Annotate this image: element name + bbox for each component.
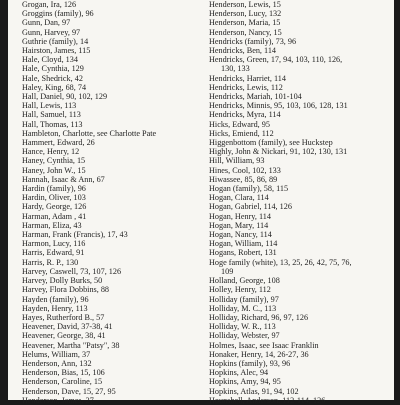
index-entry: Haney, John W., 15 <box>22 165 86 175</box>
index-entry: Hendricks, Minnis, 95, 103, 106, 128, 131 <box>209 101 348 111</box>
index-entry: Hendricks, Ben, 114 <box>209 46 277 56</box>
index-entry: 109 <box>221 266 234 276</box>
index-entry: Harvey, Caswell, 73, 107, 126 <box>22 266 122 276</box>
index-entry: Groggins (family), 96 <box>22 9 94 19</box>
index-column-left <box>22 0 204 405</box>
index-entry: Holliday, M. C., 113 <box>209 303 277 313</box>
index-entry: Hogan, Nancy, 114 <box>209 230 272 240</box>
index-entry: Holland, George, 108 <box>209 276 280 286</box>
index-entry: Hogans, Robert, 131 <box>209 248 277 258</box>
index-page <box>8 0 394 405</box>
index-entry: Henderson, Maria, 15 <box>209 18 281 28</box>
index-entry: Hoge family (white), 13, 25, 26, 42, 75, 76, <box>209 257 352 267</box>
index-entry: Hendricks (family), 73, 96 <box>209 36 297 46</box>
index-entry: Honaker, Henry, 14, 26-27, 36 <box>209 349 309 359</box>
index-entry: Hale, Shedrick, 42 <box>22 73 83 83</box>
index-entry: Hale, Cynthia, 129 <box>22 64 84 74</box>
index-entry: Hogan, Gabriel, 114, 126 <box>209 202 292 212</box>
index-entry: Hall, Thomas, 113 <box>22 119 83 129</box>
index-entry: Harmon, Lucy, 116 <box>22 239 86 249</box>
index-entry: Henderson, Lewis, 15 <box>209 0 281 9</box>
index-entry: 130, 133 <box>221 64 250 74</box>
index-entry: Hopkins, Alec, 94 <box>209 368 269 378</box>
index-entry: Henderson, Caroline, 15 <box>22 377 103 387</box>
index-entry: Hardy, George, 126 <box>22 202 87 212</box>
index-entry: Hines, Cool, 102, 133 <box>209 165 281 175</box>
index-entry: Gunn, Harvey, 97 <box>22 27 81 37</box>
index-entry: Haley, King, 68, 74 <box>22 82 87 92</box>
index-entry: Harris, R. P., 130 <box>22 257 79 267</box>
index-entry: Hayden, Henry, 113 <box>22 303 88 313</box>
index-entry: Henderson, Ann, 132 <box>22 358 92 368</box>
index-entry: Heavener, David, 37-38, 41 <box>22 322 113 332</box>
index-entry: Hannah, Isaac & Ann, 67 <box>22 174 105 184</box>
index-entry: Henderson, Bias, 15, 106 <box>22 368 105 378</box>
index-entry: Hill, William, 93 <box>209 156 265 166</box>
index-entry: Hogan, Clara, 114 <box>209 193 269 203</box>
index-entry: Hall, Samuel, 113 <box>22 110 81 120</box>
index-entry: Harvey, Flora Dobbins, 88 <box>22 285 110 295</box>
index-entry: Hardin (family), 96 <box>22 184 86 194</box>
index-entry: Hayes, Rutherford B., 57 <box>22 312 105 322</box>
index-entry: Hendricks, Green, 17, 94, 103, 110, 126, <box>209 55 343 65</box>
index-entry: Henderson, Lucy, 132 <box>209 9 282 19</box>
index-entry: Hardin, Oliver, 103 <box>22 193 86 203</box>
index-entry: Henderson, Nancy, 15 <box>209 27 282 37</box>
index-entry: Hicks, Edward, 95 <box>209 119 270 129</box>
index-entry: Haney, Cynthia, 15 <box>22 156 86 166</box>
index-entry: Hayden (family), 96 <box>22 294 89 304</box>
index-entry: Holliday, Richard, 96, 97, 126 <box>209 312 309 322</box>
index-entry: Hogan, Mary, 114 <box>209 220 269 230</box>
index-entry: Hicks, Emiend, 112 <box>209 128 274 138</box>
index-entry: Hance, Henry, 12 <box>22 147 80 157</box>
index-entry: Hogan, William, 114 <box>209 239 278 249</box>
index-entry: Hogan (family), 58, 115 <box>209 184 289 194</box>
index-entry: Holmes, Isaac, see Isaac Franklin <box>209 340 319 350</box>
index-entry: Henderson, Dave, 15, 27, 95 <box>22 386 116 396</box>
index-entry: Holliday, W. R., 113 <box>209 322 276 332</box>
index-entry: Harman, Eliza, 43 <box>22 220 82 230</box>
index-entry: Holliday, Webster, 97 <box>209 331 280 341</box>
index-column-right <box>209 0 391 405</box>
index-entry: Hendricks, Myra, 114 <box>209 110 281 120</box>
index-entry: Heavener, Martha "Patsy", 38 <box>22 340 120 350</box>
index-entry: Harman, Adam , 41 <box>22 211 87 221</box>
index-entry: Hendricks, Harriet, 114 <box>209 73 286 83</box>
index-entry: Hopkins, Atlas, 91, 94, 102 <box>209 386 299 396</box>
index-entry: Hairston, James, 115 <box>22 46 91 56</box>
index-entry: Hambleton, Charlotte, see Charlotte Pate <box>22 128 157 138</box>
index-entry: Holliday (family), 97 <box>209 294 279 304</box>
index-entry: Heavener, George, 38, 41 <box>22 331 106 341</box>
index-entry: Helums, William, 37 <box>22 349 91 359</box>
index-entry: Holley, Henry, 112 <box>209 285 271 295</box>
index-entry: Hogan, Henry, 114 <box>209 211 271 221</box>
index-entry: Higgenbottom (family), see Huckstep <box>209 138 333 148</box>
index-entry: Hopkins, Amy, 94, 95 <box>209 377 281 387</box>
index-entry: Harvey, Dolly Burks, 50 <box>22 276 103 286</box>
index-entry: Highly, John & Nickari, 91, 102, 130, 131 <box>209 147 348 157</box>
index-entry: Grogan, Ira, 126 <box>22 0 77 9</box>
index-entry: Henderson, James, 27 <box>22 395 94 405</box>
index-entry: Hopkins (family), 93, 96 <box>209 358 291 368</box>
index-entry: Hendricks, Mariah, 101-104 <box>209 92 302 102</box>
index-entry: Harman, Frank (Francis), 17, 43 <box>22 230 128 240</box>
index-entry: Hiwassee, 85, 86, 89 <box>209 174 278 184</box>
index-entry: Hendricks, Lewis, 112 <box>209 82 283 92</box>
index-entry: Hammert, Edward, 26 <box>22 138 95 148</box>
index-entry: Guthrie (family), 14 <box>22 36 89 46</box>
index-entry: Hall, Lewis, 113 <box>22 101 77 111</box>
index-entry: Hounshell, Anderson, 112-114, 126 <box>209 395 326 405</box>
index-entry: Hall, Daniel, 90, 102, 129 <box>22 92 108 102</box>
index-entry: Hale, Cloyd, 134 <box>22 55 78 65</box>
index-entry: Gunn, Dan, 97 <box>22 18 71 28</box>
index-entry: Harris, Edward, 91 <box>22 248 85 258</box>
